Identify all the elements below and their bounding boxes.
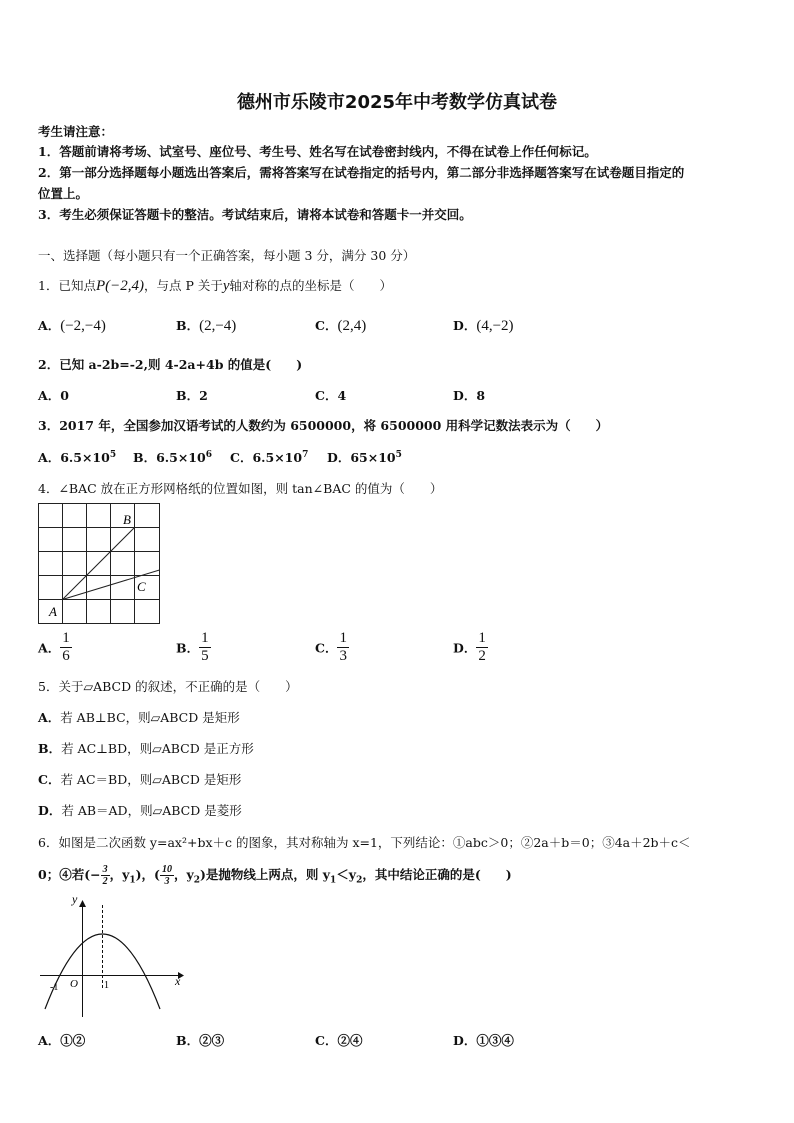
origin-label: O — [70, 978, 78, 990]
question-3-stem: 3．2017 年，全国参加汉语考试的人数约为 6500000，将 6500000 用科学记数法表示为（ ） — [38, 418, 609, 433]
q3-option-c: C．$6.5\times 10^7$ — [230, 449, 309, 465]
q6-parabola-figure — [36, 895, 186, 1020]
q1-pre: 1．已知点 — [38, 278, 96, 293]
q1-option-c: C．(2,4) — [315, 318, 367, 334]
question-4-stem: 4．∠BAC 放在正方形网格纸的位置如图，则 tan∠BAC 的值为（ ） — [38, 481, 443, 496]
question-6-line-2: 0；④若(− $\frac{3}{2}$ ，$y_1$)，( $\frac{10}{3}$ ，$y_2$)是抛物线上两点，则 $y_1<y_2$，其中结论正确的是( ) — [38, 864, 512, 887]
y-axis-arrow — [79, 900, 86, 907]
q2-option-a: A．0 — [38, 388, 69, 403]
question-2-stem: 2．已知 a-2b=-2,则 4-2a+4b 的值是( ) — [38, 357, 303, 372]
label-c: C — [137, 579, 146, 594]
y-label: y — [72, 895, 78, 906]
page-title: 德州市乐陵市2025年中考数学仿真试卷 — [236, 92, 558, 113]
label-b: B — [123, 512, 131, 527]
neg-one-label: -1 — [50, 982, 59, 993]
notice-item-1: 1．答题前请将考场、试室号、座位号、考生号、姓名写在试卷密封线内，不得在试卷上作任何标记。 — [38, 144, 597, 159]
q1-post: 轴对称的点的坐标是（ ） — [229, 278, 393, 293]
q2-option-d: D．8 — [453, 388, 486, 403]
q4-option-b: B． $\frac{1}{5}$ — [176, 630, 209, 664]
q4-option-d: D． $\frac{1}{2}$ — [453, 630, 486, 664]
x-label: x — [175, 974, 181, 988]
q1-option-b: B．(2,−4) — [176, 318, 237, 334]
q6-option-b: B．②③ — [176, 1033, 225, 1048]
q2-option-c: C．4 — [315, 388, 347, 403]
notice-heading: 考生请注意： — [38, 124, 114, 139]
question-5-stem: 5．关于▱ABCD 的叙述，不正确的是（ ） — [38, 679, 298, 694]
notice-item-3: 3．考生必须保证答题卡的整洁。考试结束后，请将本试卷和答题卡一并交回。 — [38, 207, 472, 222]
q3-option-a: A．$6.5\times 10^5$ — [38, 449, 117, 465]
notice-item-2-cont: 位置上。 — [38, 186, 89, 201]
q3-option-d: D．$65\times 10^5$ — [327, 449, 402, 465]
q5-option-b: B．若 AC⊥BD，则▱ABCD 是正方形 — [38, 741, 254, 756]
q1-option-d: D．(4,−2) — [453, 318, 514, 334]
section-heading: 一、选择题（每小题只有一个正确答案，每小题 3 分，满分 30 分） — [38, 248, 416, 263]
q6-option-c: C．②④ — [315, 1033, 363, 1048]
q1-axis: y — [222, 278, 230, 294]
q1-option-a: A．(−2,−4) — [38, 318, 106, 334]
one-label: 1 — [104, 980, 109, 991]
notice-item-2: 2．第一部分选择题每小题选出答案后，需将答案写在试卷指定的括号内，第二部分非选择题答案写在试卷题目指定的 — [38, 165, 685, 180]
q4-option-c: C． $\frac{1}{3}$ — [315, 630, 347, 664]
q1-point: P(−2,4) — [95, 278, 144, 294]
question-1-stem — [38, 276, 392, 295]
q6-option-d: D．①③④ — [453, 1033, 514, 1048]
question-6-line-1: 6．如图是二次函数 y=ax²+bx＋c 的图象，其对称轴为 x=1，下列结论：①abc＞0；②2a＋b＝0；③4a＋2b＋c＜ — [38, 835, 691, 850]
q6-option-a: A．①② — [38, 1033, 86, 1048]
q4-grid-figure — [38, 503, 162, 625]
q1-mid: ，与点 P 关于 — [143, 278, 223, 293]
q3-option-b: B．$6.5\times 10^6$ — [133, 449, 212, 465]
q5-option-c: C．若 AC＝BD，则▱ABCD 是矩形 — [38, 772, 242, 787]
label-a: A — [49, 604, 57, 619]
q2-option-b: B．2 — [176, 388, 208, 403]
q4-option-a: A． $\frac{1}{6}$ — [38, 630, 70, 664]
q5-option-a: A．若 AB⊥BC，则▱ABCD 是矩形 — [38, 710, 240, 725]
q5-option-d: D．若 AB＝AD，则▱ABCD 是菱形 — [38, 803, 242, 818]
